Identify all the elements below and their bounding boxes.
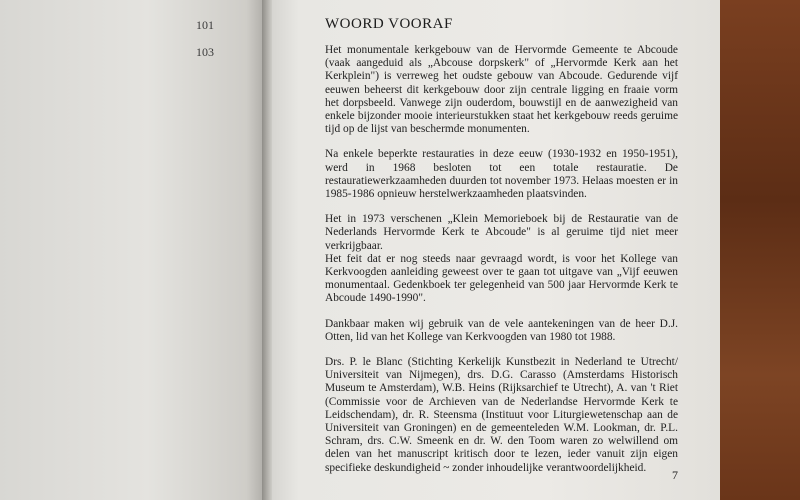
page-number: 7	[672, 468, 678, 482]
left-page	[0, 0, 268, 500]
preface-body	[325, 44, 678, 487]
page-ref-101: 101	[196, 18, 214, 32]
paragraph-publication: Het feit dat er nog steeds naar gevraagd wordt, is voor het Kollege van Kerkvoogden aanleiding geweest over te gaan tot uitgave van „Vijf eeuwen monumentaal. Gedenkboek ter gelegenheid van 500 jaar Hervormde Kerk te Abcoude 1490-1990".	[325, 252, 678, 305]
page-ref-103: 103	[196, 45, 214, 59]
paragraph-acknowledgement: Dankbaar maken wij gebruik van de vele aantekeningen van de heer D.J. Otten, lid van het Kollege van Kerkvoogden van 1980 tot 1988.	[325, 317, 678, 343]
paragraph-intro: Het monumentale kerkgebouw van de Hervormde Gemeente te Abcoude (vaak aangeduid als „Abcouse dorpskerk" of „Hervormde Kerk aan het Kerkplein") is verreweg het oudste gebouw van Abcoude. Gedurende vijf eeuwen beheerst dit kerkgebouw door zijn centrale ligging en fraaie vorm het dorpsbeeld. Vanwege zijn ouderdom, bouwstijl en de aanwezigheid van enkele bijzonder mooie interieurstukken staat het kerkgebouw reeds geruime tijd op de lijst van beschermde monumenten.	[325, 44, 678, 136]
page-heading: WOORD VOORAF	[325, 16, 453, 33]
paragraph-reviewers: Drs. P. le Blanc (Stichting Kerkelijk Kunstbezit in Nederland te Utrecht/ Universiteit van Nijmegen), drs. D.G. Carasso (Amsterdams Historisch Museum te Amsterdam), W.B. Heins (Rijksarchief te Utrecht), A. van 't Riet (Commissie voor de Archieven van de Nederlandse Hervormde Kerk te Leidschendam), dr. R. Steensma (Instituut voor Liturgiewetenschap aan de Universiteit van Groningen) en de gemeenteleden W.M. Lookman, dr. P.L. Schram, drs. C.W. Smeenk en dr. W. den Toom waren zo welwillend om delen van het manuscript kritisch door te lezen, ieder vanuit zijn eigen specifieke deskundigheid ~ zonder inhoudelijke verantwoordelijkheid.	[325, 356, 678, 474]
paragraph-memorieboek: Het in 1973 verschenen „Klein Memorieboek bij de Restauratie van de Nederlands Hervormde Kerk te Abcoude" is al geruime tijd niet meer verkrijgbaar.	[325, 213, 678, 252]
paragraph-restorations: Na enkele beperkte restauraties in deze eeuw (1930-1932 en 1950-1951), werd in 1968 besloten tot een totale restauratie. De restauratiewerkzaamheden duurden tot november 1973. Helaas moesten er in 1985-1986 opnieuw herstelwerkzaamheden plaatsvinden.	[325, 148, 678, 201]
wooden-table-background	[720, 0, 800, 500]
